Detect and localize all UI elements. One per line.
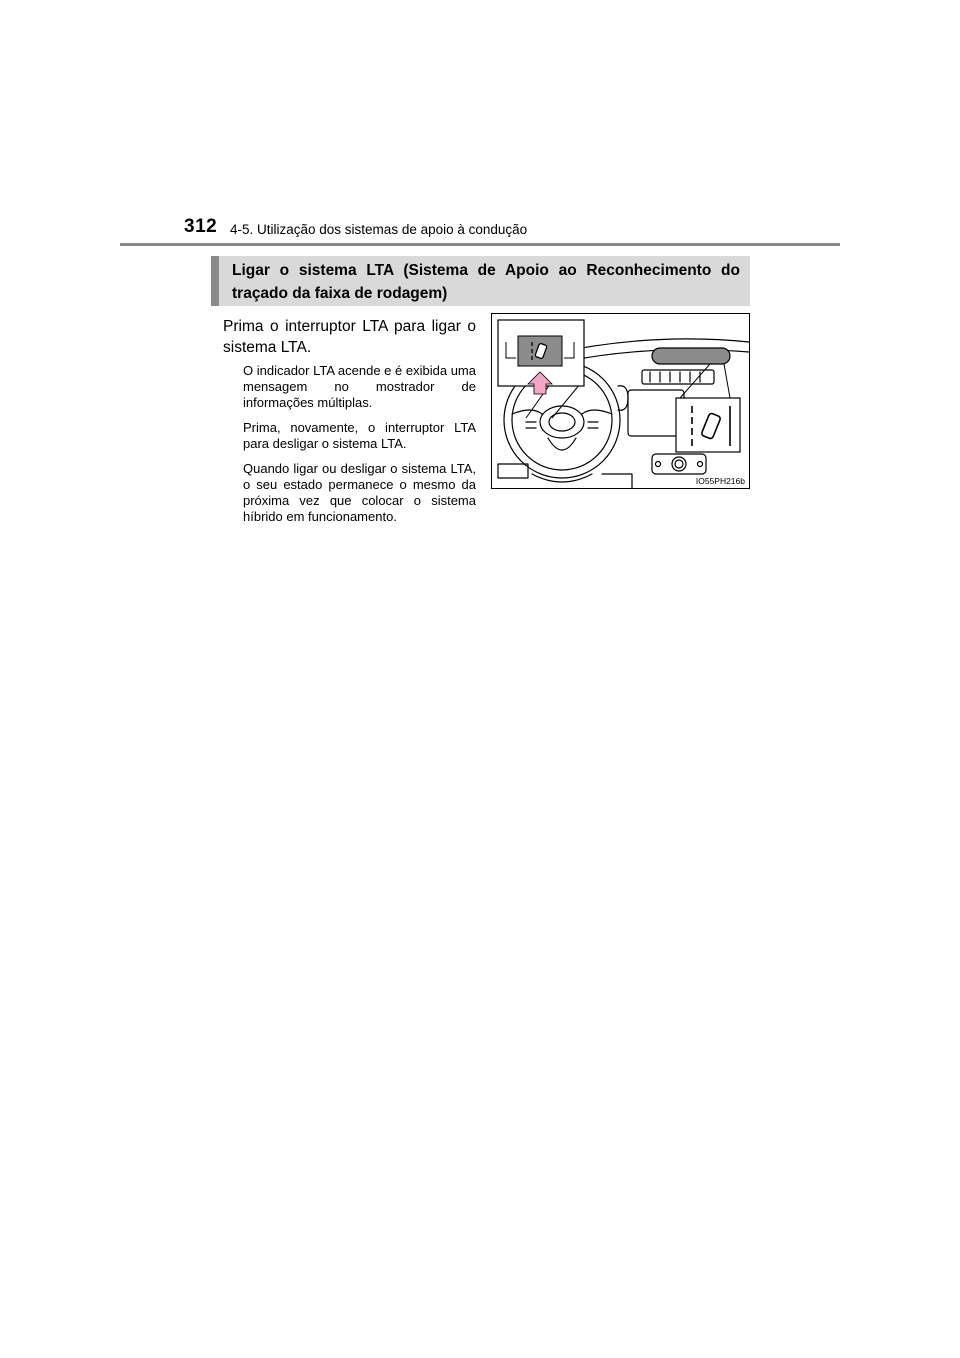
subheading: Ligar o sistema LTA (Sistema de Apoio ao Reconhecimento do traçado da faixa de rodagem): [211, 256, 750, 306]
dashboard-drawing: [492, 314, 749, 488]
instruction-text: Prima o interruptor LTA para ligar o sistema LTA.: [223, 318, 476, 356]
lta-indicator-callout: [676, 398, 740, 452]
note-state-memory: Quando ligar ou desligar o sistema LTA, o seu estado permanece o mesmo da próxima vez que colocar o sistema híbrido em funcionamento.: [243, 461, 476, 524]
figure-code: IO55PH216b: [695, 476, 745, 486]
lta-illustration: [491, 313, 750, 489]
page-number: 312: [184, 216, 218, 237]
lta-switch-callout: [498, 320, 584, 394]
header-rule: [120, 243, 840, 246]
note-indicator: O indicador LTA acende e é exibida uma mensagem no mostrador de informações múltiplas.: [243, 363, 476, 410]
note-turn-off: Prima, novamente, o interruptor LTA para desligar o sistema LTA.: [243, 420, 476, 451]
section-title: 4-5. Utilização dos sistemas de apoio à condução: [230, 222, 528, 237]
